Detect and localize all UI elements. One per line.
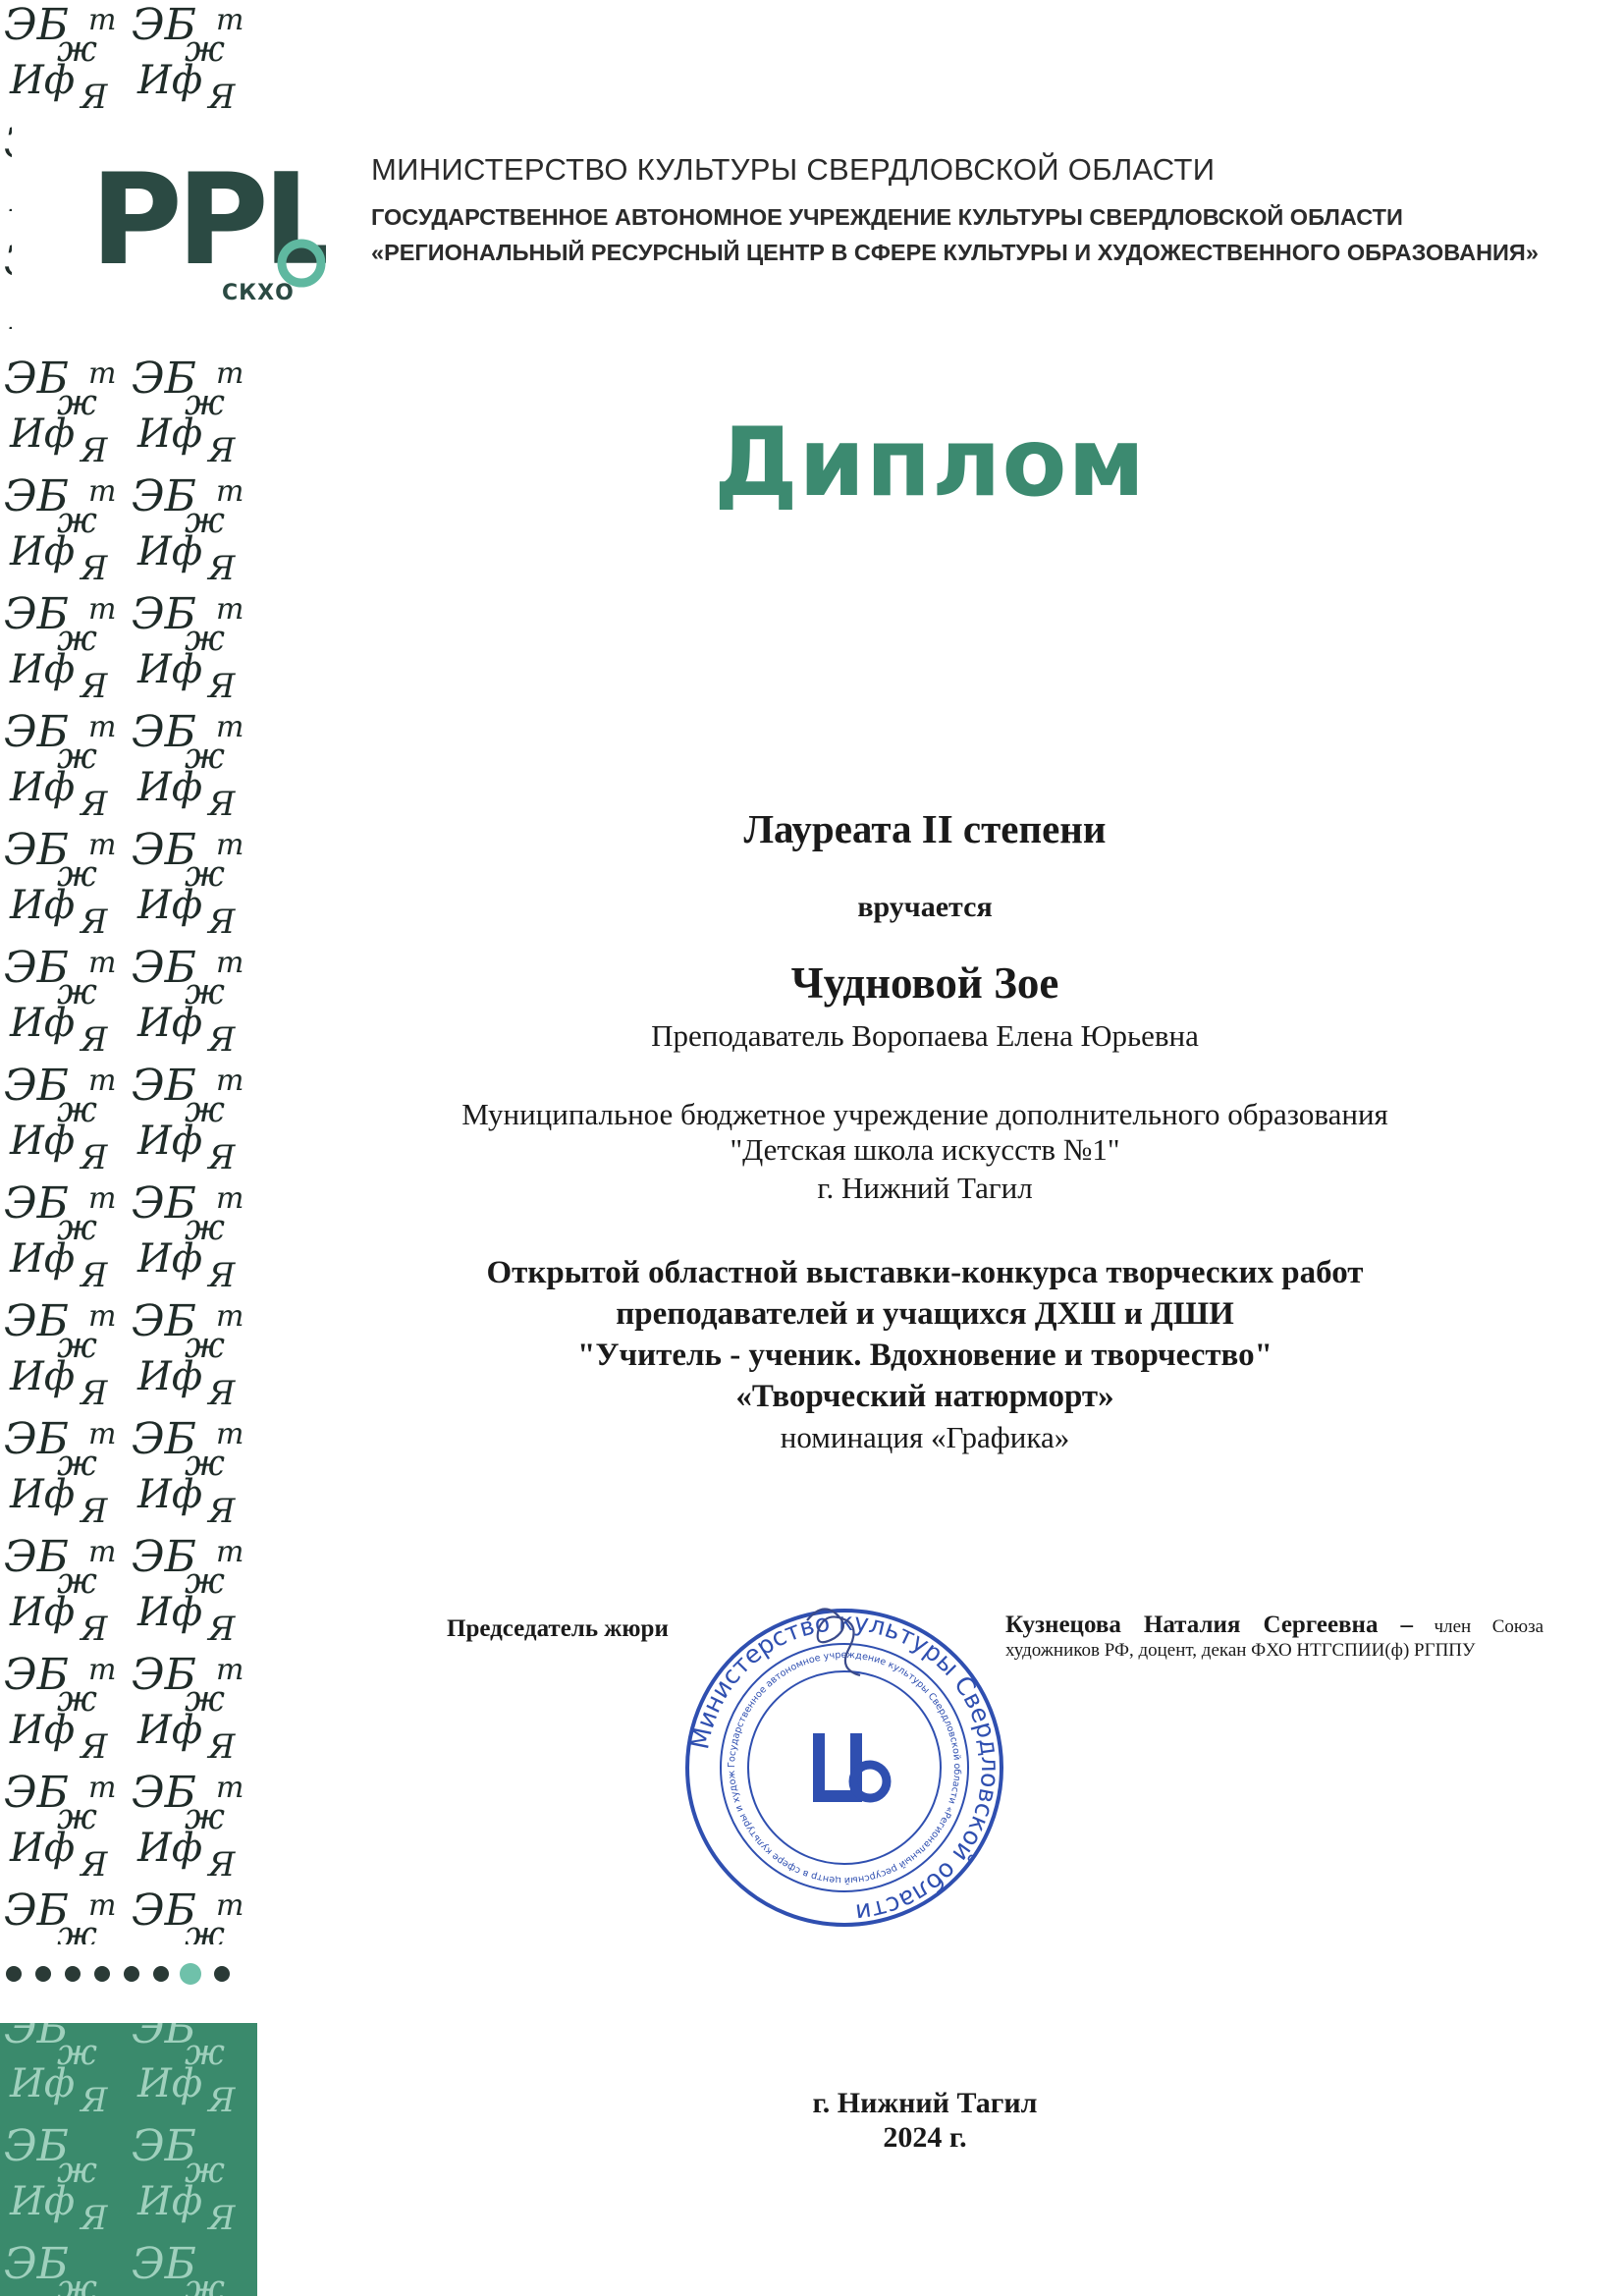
logo-caption: СКХО (222, 281, 295, 305)
competition-line4: «Творческий натюрморт» (735, 1379, 1114, 1414)
school-line2: "Детская школа искусств №1" (730, 1132, 1120, 1167)
school-line1: Муниципальное бюджетное учреждение дополнительного образования (461, 1097, 1388, 1131)
stamp-inner-text: Государственное автономное учреждение культуры Свердловской области «Региональный ресурсный центр в сфере культуры и худож (726, 1649, 963, 1886)
award-degree: Лауреата II степени (743, 806, 1107, 851)
institution-name-line1: ГОСУДАРСТВЕННОЕ АВТОНОМНОЕ УЧРЕЖДЕНИЕ КУЛЬТУРЫ СВЕРДЛОВСКОЙ ОБЛАСТИ (371, 204, 1403, 230)
footer-year: 2024 г. (883, 2121, 967, 2154)
diploma-title: Диплом (714, 408, 1146, 518)
ministry-name: МИНИСТЕРСТВО КУЛЬТУРЫ СВЕРДЛОВСКОЙ ОБЛАСТИ (371, 152, 1216, 187)
competition-line3: "Учитель - ученик. Вдохновение и творчество" (577, 1338, 1272, 1373)
decorative-letter-strip (0, 0, 257, 2296)
official-stamp (677, 1601, 1011, 1935)
awarded-label: вручается (857, 891, 993, 923)
teacher-name: Преподаватель Воропаева Елена Юрьевна (651, 1018, 1199, 1053)
school-line3: г. Нижний Тагил (817, 1171, 1033, 1205)
juror-description: член Союза художников РФ, доцент, декан ФХО НТГСПИИ(ф) РГППУ (1005, 1616, 1544, 1661)
nomination: номинация «Графика» (780, 1420, 1070, 1454)
jury-chair-label: Председатель жюри (447, 1615, 669, 1642)
footer-city: г. Нижний Тагил (812, 2087, 1038, 2119)
juror-name: Кузнецова Наталия Сергеевна – (1005, 1612, 1413, 1638)
svg-text:РРЦ: РРЦ (90, 147, 326, 294)
institution-name-line2: «РЕГИОНАЛЬНЫЙ РЕСУРСНЫЙ ЦЕНТР В СФЕРЕ КУЛЬТУРЫ И ХУДОЖЕСТВЕННОГО ОБРАЗОВАНИЯ» (371, 240, 1539, 265)
stamp-outer-text: Министерство культуры Свердловской области (685, 1607, 1005, 1928)
recipient-name: Чудновой Зое (790, 958, 1059, 1008)
competition-line1: Открытой областной выставки-конкурса творческих работ (486, 1255, 1364, 1290)
dot-row (6, 1963, 230, 1985)
juror-info (1005, 1613, 1543, 1663)
competition-line2: преподавателей и учащихся ДХШ и ДШИ (616, 1296, 1234, 1332)
